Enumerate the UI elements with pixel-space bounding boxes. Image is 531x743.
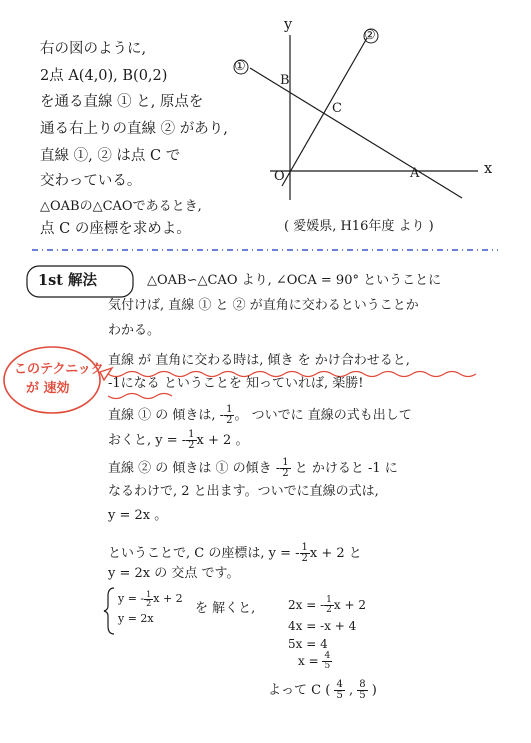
fraction-numerator: 1: [326, 595, 332, 605]
solution-line: なるわけで, 2 と出ます。ついでに直線の式は,: [108, 484, 379, 499]
solution-text: よって C (: [268, 683, 331, 698]
y-axis-label: y: [284, 17, 293, 33]
answer-line: [268, 680, 377, 701]
x-axis-label: x: [484, 161, 493, 177]
solution-text: おくと, y = -: [108, 433, 187, 448]
solution-text: 2x = -: [288, 598, 325, 612]
fraction-denominator: 5: [324, 661, 331, 671]
line-2: [282, 38, 367, 186]
fraction-half: [186, 430, 196, 451]
work-step: [298, 652, 332, 671]
solution-text: x + 2: [333, 598, 366, 612]
side-note: このテクニック: [14, 362, 104, 377]
solve-label: を 解くと,: [195, 601, 256, 616]
line2-label: ②: [364, 28, 376, 43]
solution-line: わかる。: [108, 323, 161, 338]
fraction-numerator: 1: [301, 542, 308, 553]
solution-line: 気付けば, 直線 ① と ② が直角に交わるということか: [108, 298, 419, 313]
solution-line: [108, 375, 363, 393]
fraction-half: [144, 591, 153, 608]
highlight-text: -1になる: [108, 376, 160, 391]
problem-line: 通る右上りの直線 ② があり,: [40, 121, 228, 137]
fraction-numerator: 1: [226, 404, 233, 415]
fraction-numerator: 1: [188, 429, 195, 440]
line1-label: ①: [234, 59, 246, 74]
solution-text: ,: [348, 683, 354, 698]
solution-text: ): [371, 683, 377, 698]
solution-text: ということを 知っていれば, 楽勝!: [163, 376, 364, 391]
fraction-denominator: 2: [146, 598, 152, 608]
solution-line: [108, 405, 412, 426]
problem-line: 直線 ①, ② は点 C で: [40, 148, 181, 164]
fraction-denominator: 2: [301, 553, 308, 564]
solution-line: y = 2x の 交点 です。: [108, 566, 240, 581]
solution-text: x + 2 と: [309, 546, 362, 561]
problem-line: 点 C の座標を求めよ。: [40, 221, 191, 237]
fraction-half: [224, 405, 234, 426]
solution-line: 直線 が 直角に交わる時は, 傾き を かけ合わせると,: [108, 353, 410, 368]
fraction-numerator: 4: [336, 679, 343, 690]
fraction-denominator: 5: [336, 690, 343, 701]
fraction-denominator: 2: [282, 468, 289, 479]
solution-line: y = 2x 。: [108, 508, 168, 523]
point-a-label: A: [410, 166, 420, 181]
fraction-numerator: 1: [282, 457, 289, 468]
fraction-numerator: 8: [359, 679, 366, 690]
fraction-half: [280, 458, 290, 479]
system-brace: [104, 588, 114, 634]
fraction-denominator: 2: [326, 605, 332, 615]
solution-line: [108, 430, 248, 451]
fraction-half: [300, 543, 310, 564]
solution-line: [108, 543, 362, 564]
solution-text: x + 2 。: [196, 433, 249, 448]
fraction-four-fifths: [334, 680, 344, 701]
solution-text: と かけると -1 に: [290, 461, 398, 476]
solution-text: 直線 ① の 傾きは, -: [108, 408, 225, 423]
fraction-eight-fifths: [357, 680, 367, 701]
fraction-denominator: 2: [226, 415, 233, 426]
solution-text: x + 2: [153, 592, 183, 605]
point-c-label: C: [332, 101, 342, 116]
origin-label: O: [274, 169, 285, 184]
problem-line: 2点 A(4,0), B(0,2): [40, 68, 168, 84]
solution-text: y = -: [118, 592, 145, 605]
solution-line: [108, 458, 398, 479]
fraction-denominator: 2: [188, 440, 195, 451]
work-step: 4x = -x + 4: [288, 619, 357, 633]
solution-line: △OAB∽△CAO より, ∠OCA = 90° ということに: [147, 273, 442, 288]
solution-badge: 1st 解法: [38, 272, 97, 289]
solution-text: x =: [298, 654, 319, 668]
source-note: ( 愛媛県, H16年度 より ): [284, 219, 434, 234]
solution-text: ということで, C の座標は, y = -: [108, 546, 300, 561]
fraction-numerator: 4: [324, 651, 331, 661]
side-note: が 速効: [26, 381, 70, 396]
red-underline-2: [108, 394, 172, 399]
work-step: 5x = 4: [288, 637, 328, 651]
solution-text: 。 ついでに 直線の式も出して: [234, 408, 412, 423]
problem-line: を通る直線 ① と, 原点を: [40, 94, 204, 110]
problem-line: 交わっている。: [40, 173, 142, 189]
point-b-label: B: [280, 73, 290, 88]
fraction-half: [324, 596, 334, 615]
system-eq-1: [118, 590, 183, 608]
system-eq-2: y = 2x: [118, 612, 154, 625]
work-step: [288, 596, 366, 615]
problem-line: 右の図のように,: [40, 41, 147, 57]
fraction-four-fifths: [322, 652, 332, 671]
problem-line: △OABの△CAOであるとき,: [40, 199, 202, 214]
fraction-denominator: 5: [359, 690, 366, 701]
fraction-numerator: 1: [146, 589, 152, 599]
solution-text: 直線 ② の 傾きは ① の傾き -: [108, 461, 281, 476]
